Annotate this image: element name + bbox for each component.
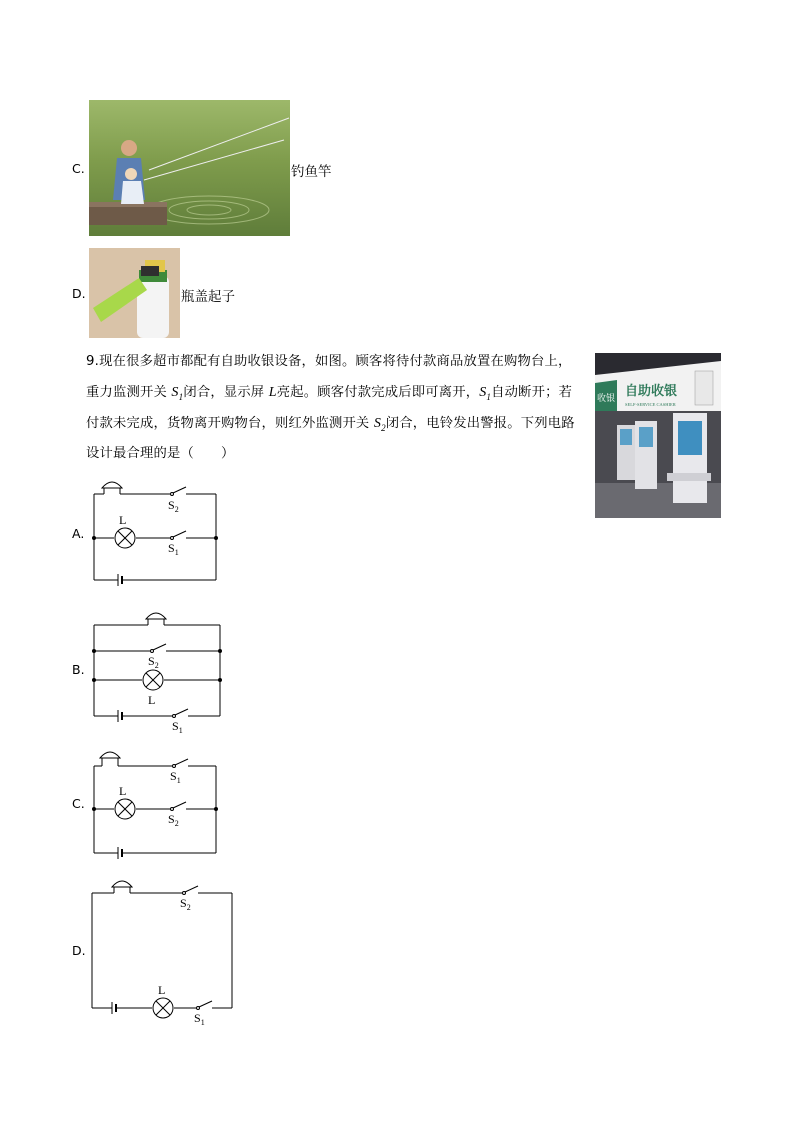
question-line-4: 设计最合理的是（ ） [86,446,235,461]
junction-dot [218,678,222,682]
circuit-c [88,742,223,860]
option-c-caption: 钓鱼竿 [291,164,332,180]
junction-dot [214,536,218,540]
kiosk-sub-text: SELF-SERVICE CASHIER [625,402,676,407]
option-d-caption: 瓶盖起子 [181,289,235,305]
label-lamp: L [119,513,127,527]
junction-dot [92,649,96,653]
symbol-l: L [268,385,277,400]
junction-dot [92,536,96,540]
symbol-s1: $S_1$ [171,385,184,402]
circuit-d [86,871,238,1031]
question-text-2d: 自动断开；若 [491,385,573,400]
symbol-s1-b: $S_1$ [479,385,492,402]
question-line-3 [86,414,575,438]
kiosk-sign-text: 自助收银 [625,383,678,398]
question-number: 9. [86,354,100,369]
label-s2: $S_2$ [168,812,179,828]
question-line-2 [86,383,572,407]
label-s2: $S_2$ [148,654,159,670]
question-text-2a: 重力监测开关 [86,385,172,400]
question-text-3b: 闭合，电铃发出警报。下列电路 [385,416,575,431]
option-d-letter: D. [72,286,86,301]
question-text-2c: 亮起。顾客付款完成后即可离开， [276,385,480,400]
label-lamp: L [119,784,127,798]
question-text-2b: 闭合，显示屏 [183,385,269,400]
option-a-letter: A. [72,526,85,541]
circuit-a [88,474,223,586]
label-lamp: L [158,983,166,997]
junction-dot [214,807,218,811]
label-s1: $S_1$ [168,541,179,557]
symbol-s2: $S_2$ [373,416,386,433]
kiosk-side-text: 收银 [597,393,616,403]
junction-dot [92,678,96,682]
junction-dot [92,807,96,811]
self-checkout-photo [595,353,721,518]
question-text-1: 现在很多超市都配有自助收银设备，如图。顾客将待付款商品放置在购物台上， [99,354,572,369]
label-s1: $S_1$ [194,1011,205,1027]
option-b-letter: B. [72,662,85,677]
question-line-1 [86,352,571,372]
option-d-letter-circuit: D. [72,943,86,958]
label-s1: $S_1$ [170,769,181,785]
label-s2: $S_2$ [180,896,191,912]
label-s2: $S_2$ [168,498,179,514]
fishing-photo [89,100,290,236]
option-c-letter: C. [72,161,85,176]
circuit-b [88,603,226,733]
question-text-3a: 付款未完成，货物离开购物台，则红外监测开关 [86,416,374,431]
junction-dot [218,649,222,653]
option-c-letter-circuit: C. [72,796,85,811]
bottle-opener-photo [89,248,180,338]
label-s1: $S_1$ [172,719,183,733]
label-lamp: L [148,693,156,707]
